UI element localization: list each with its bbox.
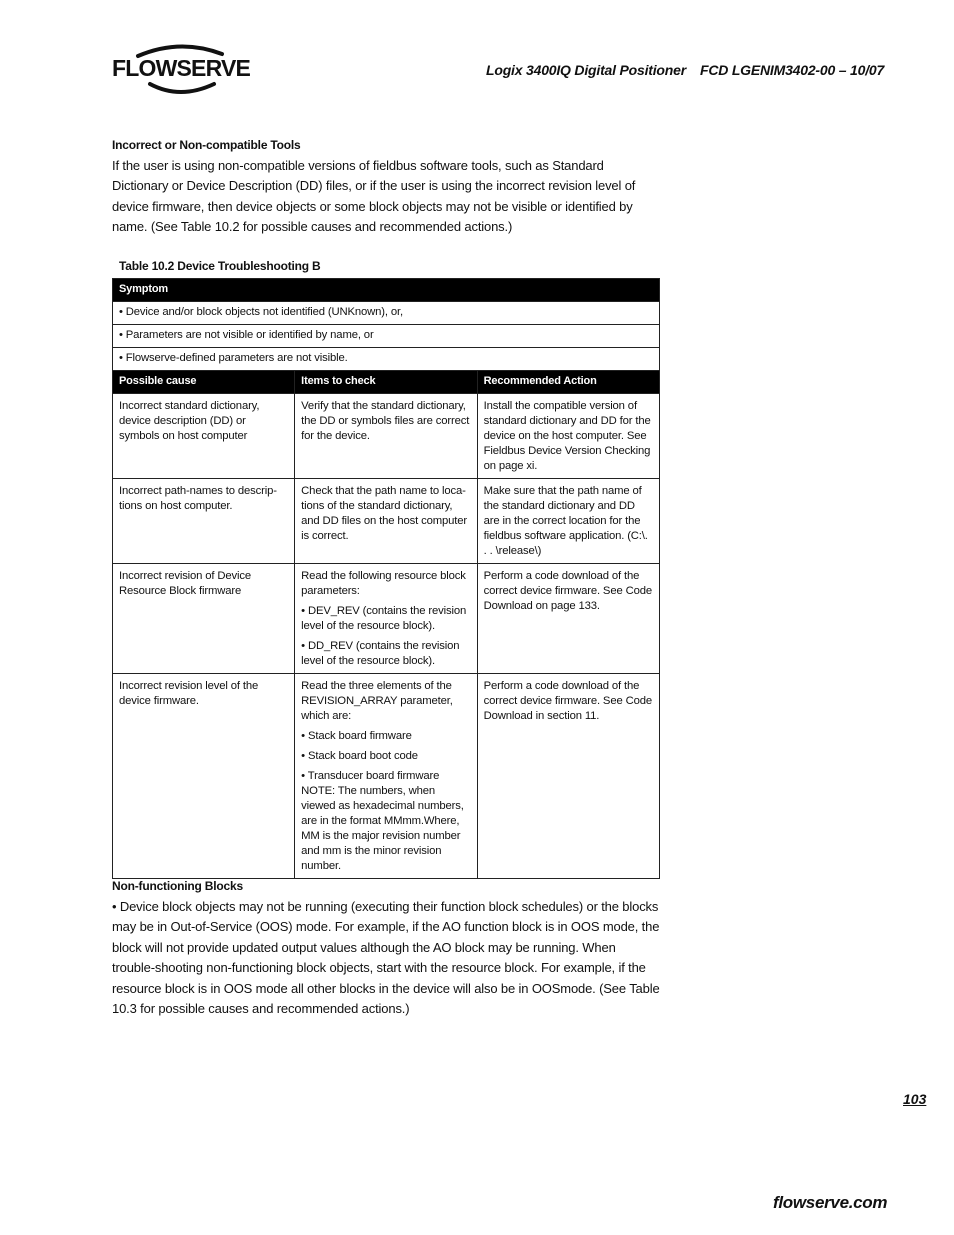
header-doc-code: FCD LGENIM3402-00 – 10/07 — [699, 62, 885, 78]
check-item: • Transducer board firmware NOTE: The numbers, when viewed as hexadecimal numbers, are in the format MMmm.Where, MM is the major revision number and mm is the minor revision number. — [301, 770, 464, 872]
symptom-row: • Flowserve-defined parameters are not visible. — [113, 348, 660, 371]
section-body: • Device block objects may not be running (executing their function block schedules) or the blocks may be in Out-of-Service (OOS) mode. For example, if the AO function block is in OOS mode, the block will not provide updated output values although the AO block may be running. When trouble-shooting non-functioning block objects, start with the resource block. For example, if the resource block is in OOS mode all other blocks in the device will also be in OOSmode. (See Table 10.3 for possible causes and recommended actions.) — [112, 899, 660, 1017]
section-title: Incorrect or Non-compatible Tools — [112, 138, 301, 152]
check-item: • Stack board boot code — [301, 750, 418, 762]
table-row — [113, 479, 660, 564]
check-cell — [295, 394, 477, 479]
check-cell — [295, 564, 477, 674]
check-item: Check that the path name to loca-tions of the standard dictionary, and DD files on the host computer is correct. — [301, 485, 468, 542]
column-header-check: Items to check — [295, 371, 477, 394]
column-header-cause: Possible cause — [113, 371, 295, 394]
table-row — [113, 394, 660, 479]
cause-cell: Incorrect path-names to descrip-tions on host computer. — [113, 479, 295, 564]
check-item: Read the three elements of the REVISION_ARRAY parameter, which are: — [301, 680, 453, 722]
action-cell: Make sure that the path name of the standard dictionary and DD are in the correct location for the fieldbus software application. (C:\. . . \release\) — [477, 479, 659, 564]
troubleshooting-table — [112, 278, 660, 879]
check-item: • DD_REV (contains the revision level of the resource block). — [301, 640, 460, 667]
section-title: Non-functioning Blocks — [112, 879, 243, 893]
flowserve-logo — [110, 40, 250, 96]
cause-cell: Incorrect standard dictionary, device description (DD) or symbols on host computer — [113, 394, 295, 479]
symptom-header: Symptom — [113, 279, 660, 302]
check-item: • Stack board firmware — [301, 730, 412, 742]
check-item: Verify that the standard dictionary, the DD or symbols files are correct for the device. — [301, 400, 470, 442]
symptom-row: • Parameters are not visible or identified by name, or — [113, 325, 660, 348]
footer-url: flowserve.com — [773, 1193, 888, 1212]
check-cell — [295, 479, 477, 564]
page-number: 103 — [903, 1091, 927, 1107]
section-non-functioning-blocks — [112, 879, 660, 1019]
action-cell: Perform a code download of the correct device firmware. See Code Download in section 11. — [477, 674, 659, 879]
header-product: Logix 3400IQ Digital Positioner — [486, 62, 686, 78]
column-header-action: Recommended Action — [477, 371, 659, 394]
cause-cell: Incorrect revision level of the device firmware. — [113, 674, 295, 879]
logo-text: FLOWSERVE — [112, 55, 250, 81]
symptom-row: • Device and/or block objects not identified (UNKnown), or, — [113, 302, 660, 325]
section-incorrect-tools — [112, 138, 660, 238]
check-item: • DEV_REV (contains the revision level of the resource block). — [301, 605, 467, 632]
action-cell: Perform a code download of the correct device firmware. See Code Download on page 133. — [477, 564, 659, 674]
cause-cell: Incorrect revision of Device Resource Block firmware — [113, 564, 295, 674]
header-title — [486, 62, 898, 78]
section-body: If the user is using non-compatible versions of fieldbus software tools, such as Standard Dictionary or Device Description (DD) files, or if the user is using the incorrect revision level of device firmware, then device objects or some block objects may not be visible or identified by name. (See Table 10.2 for possible causes and recommended actions.) — [112, 158, 636, 235]
action-cell: Install the compatible version of standard dictionary and DD for the device on the host computer. See Fieldbus Device Version Checking on page xi. — [477, 394, 659, 479]
check-cell — [295, 674, 477, 879]
table-caption: Table 10.2 Device Troubleshooting B — [119, 259, 321, 273]
table-row — [113, 674, 660, 879]
check-item: Read the following resource block parameters: — [301, 570, 466, 597]
table-row — [113, 564, 660, 674]
